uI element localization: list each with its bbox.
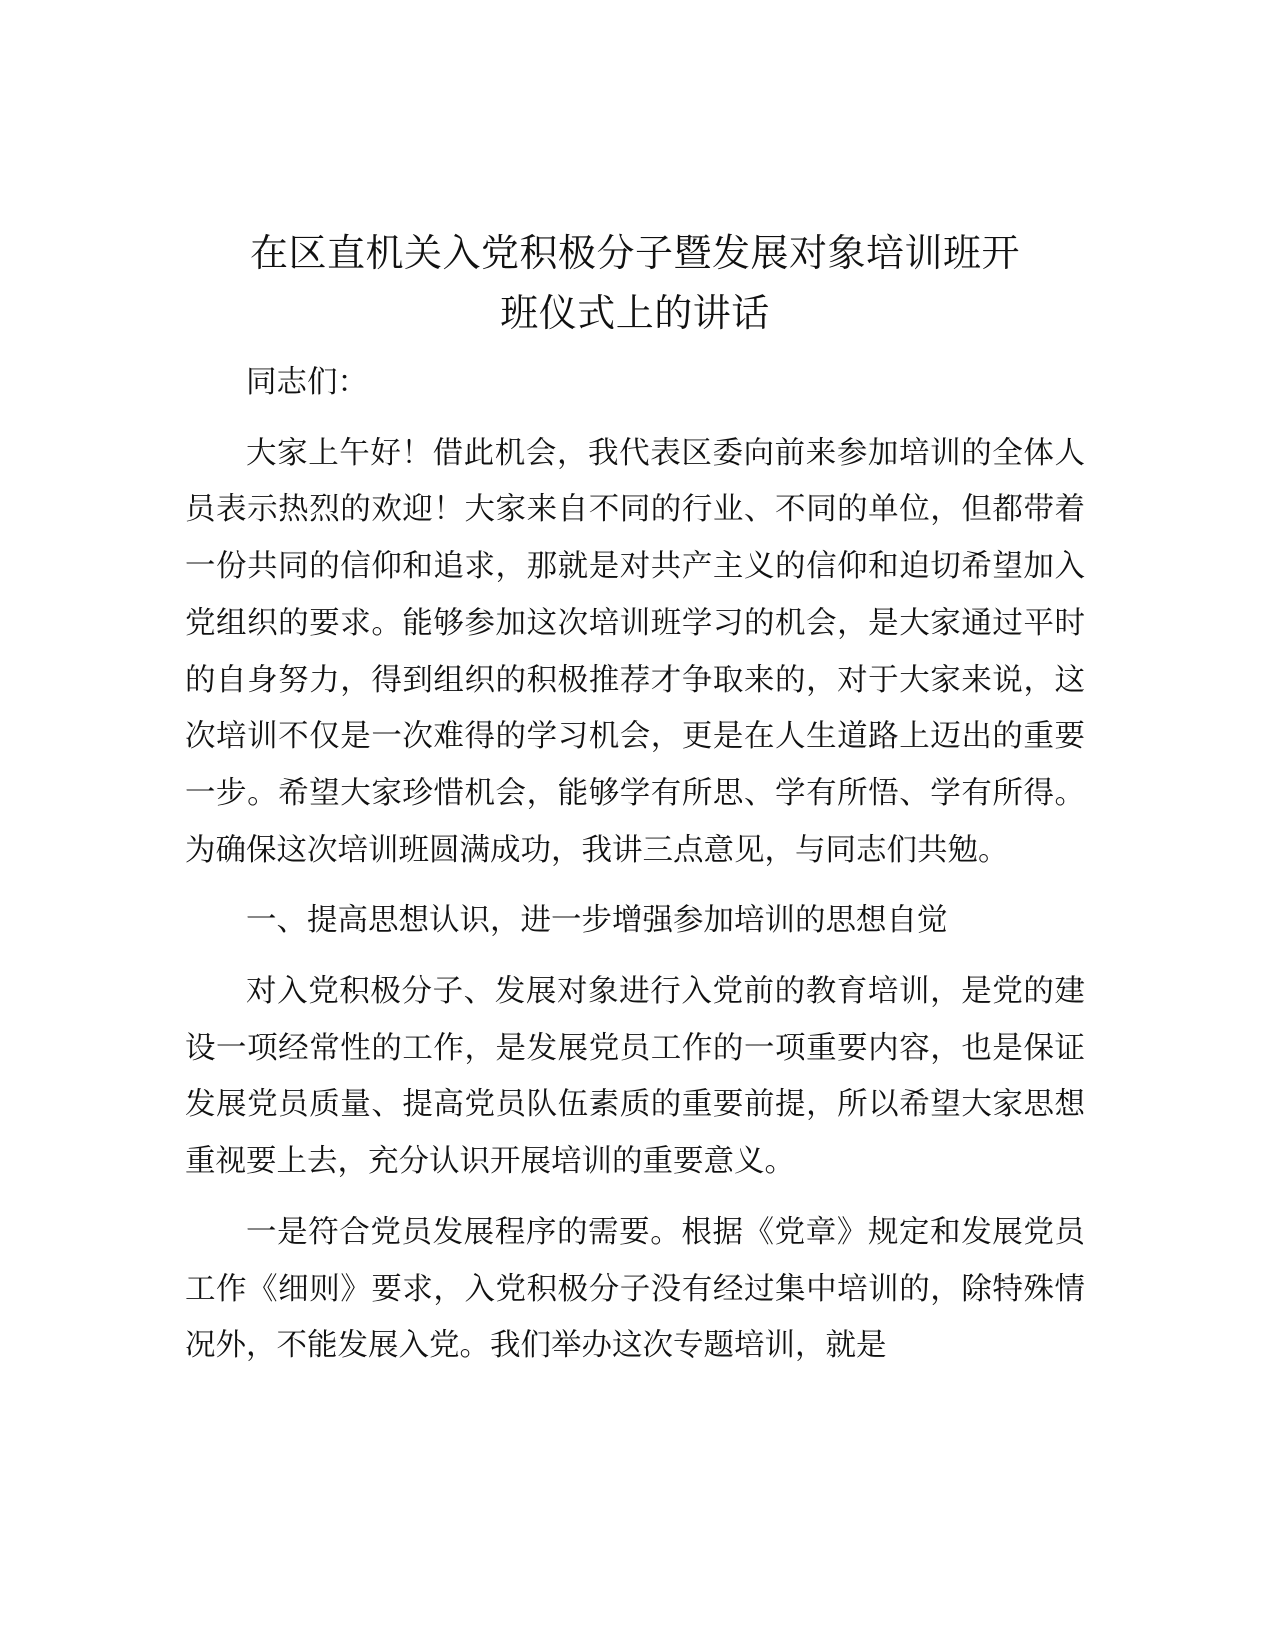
document-title [185,223,1085,343]
body-paragraph: 一是符合党员发展程序的需要。根据《党章》规定和发展党员工作《细则》要求，入党积极分子没有经过集中培训的，除特殊情况外，不能发展入党。我们举办这次专题培训，就是 [185,1214,1085,1364]
title-line-1: 在区直机关入党积极分子暨发展对象培训班开 [249,231,1020,275]
document-body [185,355,1085,1375]
body-paragraph: 对入党积极分子、发展对象进行入党前的教育培训，是党的建设一项经常性的工作，是发展党员工作的一项重要内容，也是保证发展党员质量、提高党员队伍素质的重要前提，所以希望大家思想重视要上去，充分认识开展培训的重要意义。 [185,974,1085,1180]
opening-paragraph: 大家上午好！借此机会，我代表区委向前来参加培训的全体人员表示热烈的欢迎！大家来自不同的行业、不同的单位，但都带着一份共同的信仰和追求，那就是对共产主义的信仰和迫切希望加入党组织的要求。能够参加这次培训班学习的机会，是大家通过平时的自身努力，得到组织的积极推荐才争取来的，对于大家来说，这次培训不仅是一次难得的学习机会，更是在人生道路上迈出的重要一步。希望大家珍惜机会，能够学有所思、学有所悟、学有所得。为确保这次培训班圆满成功，我讲三点意见，与同志们共勉。 [185,435,1085,868]
title-line-2: 班仪式上的讲话 [500,291,770,335]
section-heading-1: 一、提高思想认识，进一步增强参加培训的思想自觉 [246,903,948,939]
salutation: 同志们： [246,365,368,400]
